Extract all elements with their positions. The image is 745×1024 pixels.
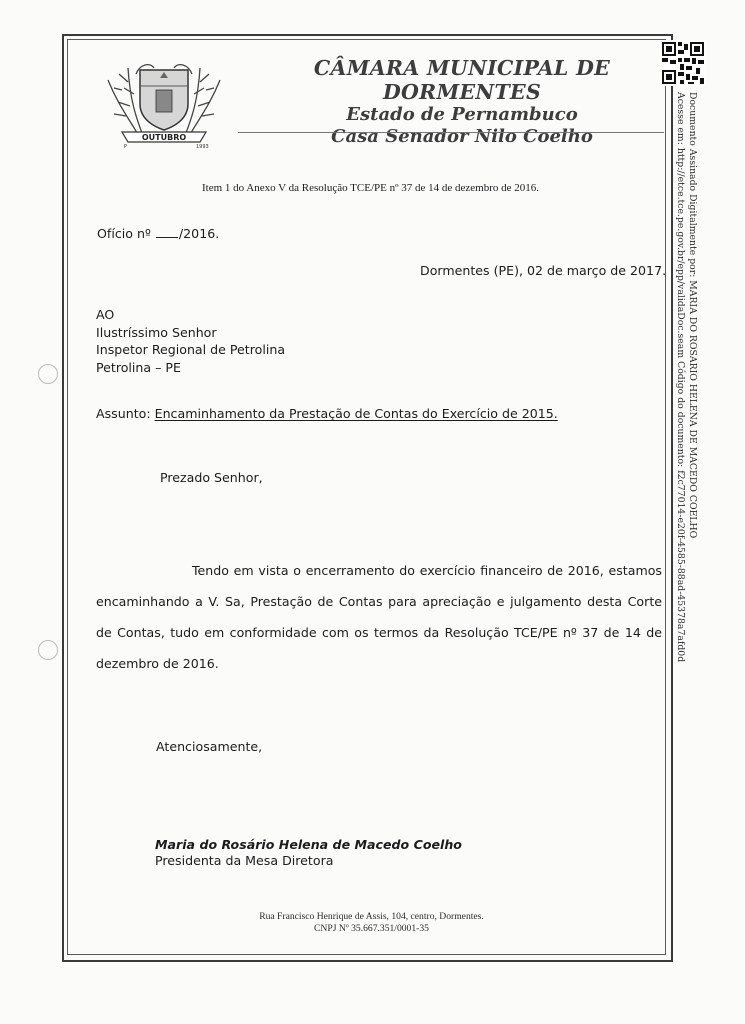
resolution-reference: Item 1 do Anexo V da Resolução TCE/PE nº 37 de 14 de dezembro de 2016. <box>202 182 540 194</box>
oficio-prefix: Ofício nº <box>97 226 151 241</box>
punch-hole-bottom <box>38 640 58 660</box>
signature-stamp-url-line[interactable]: Acesse em: http://etce.tce.pe.gov.br/epp/validaDoc.seam Código do documento: f2c77014-e20f-4585-88ad-45378a7afd0d <box>675 92 686 663</box>
municipal-crest-logo <box>100 50 228 150</box>
signatory-name: Maria do Rosário Helena de Macedo Coelho <box>155 837 462 852</box>
signature-stamp-line: Documento Assinado Digitalmente por: MARIA DO ROSARIO HELENA DE MACEDO COELHO <box>687 92 698 539</box>
salutation: Prezado Senhor, <box>160 470 263 485</box>
address-line: Ilustríssimo Senhor <box>96 324 217 340</box>
subject-line <box>96 405 558 422</box>
letter-body-text: Tendo em vista o encerramento do exercício financeiro de 2016, estamos encaminhando a V. Sa, Prestação de Contas para apreciação e julgamento desta Corte de Contas, tudo em conformidade com os termos da Resolução TCE/PE nº 37 de 14 de dezembro de 2016. <box>96 563 662 671</box>
crest-ribbon-text: OUTUBRO <box>141 133 187 142</box>
address-line: Petrolina – PE <box>96 359 181 375</box>
address-line: AO <box>96 307 115 322</box>
subject-text: Encaminhamento da Prestação de Contas do Exercício de 2015. <box>154 406 558 421</box>
page-border-inner <box>67 39 666 955</box>
letterhead-state: Estado de Pernambuco <box>346 104 578 125</box>
closing: Atenciosamente, <box>156 739 263 754</box>
signatory-role: Presidenta da Mesa Diretora <box>155 853 334 868</box>
address-line: Inspetor Regional de Petrolina <box>96 342 286 357</box>
date-line: Dormentes (PE), 02 de março de 2017. <box>420 263 667 278</box>
punch-hole-top <box>38 364 58 384</box>
letterhead-house: Casa Senador Nilo Coelho <box>331 126 593 147</box>
qr-code-icon <box>660 40 706 86</box>
crest-letter: P <box>124 144 128 150</box>
footer-cnpj: CNPJ Nº 35.667.351/0001-35 <box>314 923 429 934</box>
recipient-address <box>96 306 285 376</box>
letterhead-title: CÂMARA MUNICIPAL DE DORMENTES <box>313 56 611 104</box>
letterhead <box>238 56 658 148</box>
subject-label: Assunto: <box>96 406 151 421</box>
page-footer <box>200 911 543 935</box>
crest-year: 1993 <box>196 144 209 150</box>
digital-signature-stamp <box>672 92 702 663</box>
oficio-suffix: /2016. <box>178 226 220 241</box>
footer-address: Rua Francisco Henrique de Assis, 104, centro, Dormentes. <box>259 911 484 922</box>
oficio-number <box>97 225 219 242</box>
oficio-blank <box>156 225 178 238</box>
letter-body <box>96 555 662 679</box>
letterhead-rule <box>238 132 664 133</box>
